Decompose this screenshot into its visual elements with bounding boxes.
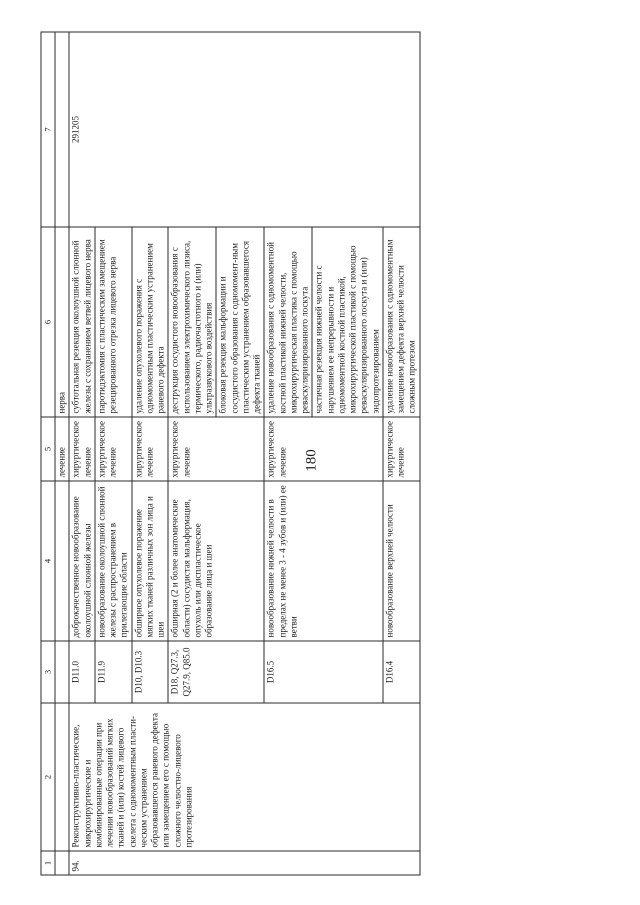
mkb-code: D11.9	[94, 641, 131, 703]
header-cell-7: 7	[41, 32, 55, 227]
cont-cell-7	[55, 32, 69, 227]
mkb-code: D11.0	[69, 641, 95, 703]
treatment-kind: хирургическое лечение	[168, 417, 264, 481]
header-cell-2: 2	[41, 703, 55, 851]
intervention-name: Реконструктивно-пластические, микрохирургические и комбинированные операции при лечении новообразований мягких тканей и (или) костей лицевого скелета с одномоментным пласти-ческим устранением образовавшегося раневого дефекта или замещением его с помощью сложного челюстно-лицевого протезирования	[69, 703, 419, 851]
treatment-kind: хирургическое лечение	[264, 417, 383, 481]
cont-cell-1	[55, 851, 69, 875]
cont-cell-3	[55, 641, 69, 703]
cont-treatment-kind: лечение	[55, 417, 69, 481]
patient-model: новообразование нижней челюсти в пределах не менее 3 - 4 зубов и (или) ее ветви	[264, 481, 383, 641]
mkb-code: D18, Q27.3, Q27.9, Q85.0	[168, 641, 264, 703]
header-cell-1: 1	[41, 851, 55, 875]
table-row	[69, 32, 95, 875]
patient-model: новообразование околоушной слюнной железы с распространением в прилегающие области	[94, 481, 131, 641]
treatment-method: удаление опухолевого поражения с одномоментным пластическим устранением раневого дефекта	[131, 227, 168, 417]
treatment-method: частичная резекция нижней челюсти с нарушением ее непрерывности и одномоментной костной пластикой, микрохирургической пластикой с помощью реваскуляризированного лоскута и (или) эндопротезированием	[312, 227, 383, 417]
mkb-code: D10, D10.3	[131, 641, 168, 703]
treatment-method: паротидэктомия с пластическим замещением резецированного отрезка лицевого нерва	[94, 227, 131, 417]
patient-model: доброкачественное новообразование околоушной слюнной железы	[69, 481, 95, 641]
header-cell-4: 4	[41, 481, 55, 641]
patient-model: обширная (2 и более анатомические области) сосудистая мальформация, опухоль или диспластическое образование лица и шеи	[168, 481, 264, 641]
treatment-method: блоковая резекция мальформации и сосудистого образования с одномомент-ным пластическим устранением образовавшегося дефекта тканей	[216, 227, 264, 417]
treatment-kind: хирургическое лечение	[131, 417, 168, 481]
cont-cell-2	[55, 703, 69, 851]
mkb-code: D16.5	[264, 641, 383, 703]
patient-model: новообразование верхней челюсти	[382, 481, 419, 641]
row-number: 94.	[69, 851, 419, 875]
header-cell-6: 6	[41, 227, 55, 417]
patient-model: обширное опухолевое поражение мягких тканей различных зон лица и шеи	[131, 481, 168, 641]
treatment-method: субтотальная резекция околоушной слюнной железы с сохранением ветвей лицевого нерва	[69, 227, 95, 417]
continuation-row	[55, 32, 69, 875]
cont-method: нерва	[55, 227, 69, 417]
funding-code: 291205	[69, 32, 419, 227]
header-cell-3: 3	[41, 641, 55, 703]
treatment-kind: хирургическое лечение	[94, 417, 131, 481]
page-number: 180	[303, 449, 320, 472]
treatment-kind: хирургическое лечение	[382, 417, 419, 481]
mkb-code: D16.4	[382, 641, 419, 703]
header-row	[41, 32, 55, 875]
medical-care-table	[40, 31, 420, 875]
treatment-method: деструкция сосудистого новообразования с использованием электрохимического лизиса, термического, радиочастотного и (или) ультразвукового воздействия	[168, 227, 216, 417]
cont-cell-4	[55, 481, 69, 641]
treatment-kind: хирургическое лечение	[69, 417, 95, 481]
header-cell-5: 5	[41, 417, 55, 481]
treatment-method: удаление новообразования с одномоментным замещением дефекта верхней челюсти сложным протезом	[382, 227, 419, 417]
treatment-method: удаление новообразования с одномоментной костной пластикой нижней челюсти, микрохирургическая пластика с помощью реваскуляризированного лоскута	[264, 227, 312, 417]
